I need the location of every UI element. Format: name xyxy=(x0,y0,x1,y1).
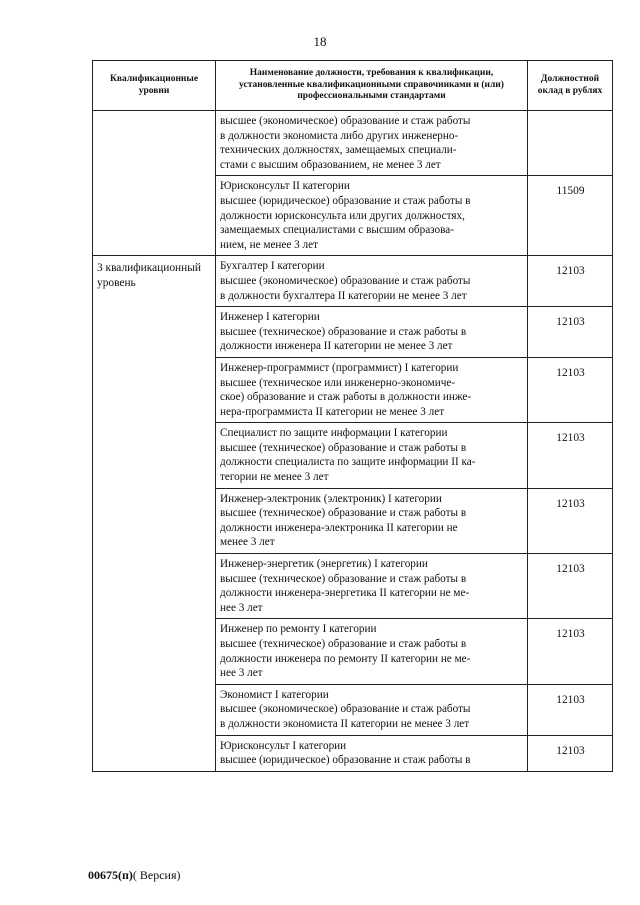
salary-cell: 12103 xyxy=(528,619,613,684)
table-body xyxy=(93,111,613,772)
position-description-cell xyxy=(216,176,528,256)
salary-cell: 12103 xyxy=(528,684,613,735)
requirement-line: технических должностях, замещаемых специали- xyxy=(220,144,457,157)
page-number: 18 xyxy=(313,34,327,49)
requirement-line: замещаемых специалистами с высшим образова- xyxy=(220,224,454,237)
requirement-line: высшее (экономическое) образование и стаж работы xyxy=(220,115,471,127)
position-description-cell xyxy=(216,684,528,735)
requirement-line: высшее (техническое или инженерно-экономиче- xyxy=(220,376,456,389)
salary-cell xyxy=(528,111,613,176)
requirement-line: должности специалиста по защите информации II ка- xyxy=(220,456,476,469)
requirement-line: нее 3 лет xyxy=(220,667,263,680)
document-version: ( Версия) xyxy=(132,868,181,882)
position-description-cell xyxy=(216,488,528,553)
position-description-cell xyxy=(216,307,528,358)
requirement-line: высшее (техническое) образование и стаж работы в xyxy=(220,507,467,520)
position-title: Специалист по защите информации I категории xyxy=(220,427,448,440)
document-code: 00675(п) xyxy=(88,868,133,882)
requirement-line: в должности экономиста либо других инженерно- xyxy=(220,129,459,142)
salary-cell: 12103 xyxy=(528,357,613,422)
salary-cell: 11509 xyxy=(528,176,613,256)
requirement-line: нера-программиста II категории не менее 3 лет xyxy=(220,405,445,418)
salary-cell: 12103 xyxy=(528,488,613,553)
requirement-line: должности юрисконсульта или других должностях, xyxy=(220,209,465,222)
requirement-line: высшее (техническое) образование и стаж работы в xyxy=(220,572,467,585)
position-description-cell xyxy=(216,735,528,771)
salary-cell: 12103 xyxy=(528,307,613,358)
table-row xyxy=(93,256,613,307)
position-description-cell xyxy=(216,554,528,619)
requirement-line: высшее (юридическое) образование и стаж работы в xyxy=(220,194,471,207)
header-qualification-levels: Квалификационные уровни xyxy=(93,61,216,111)
requirement-line: должности инженера-электроника II категории не xyxy=(220,521,458,534)
header-salary: Должностной оклад в рублях xyxy=(528,61,613,111)
position-title: Инженер-программист (программист) I категории xyxy=(220,361,459,374)
requirement-line: должности инженера по ремонту II категории не ме- xyxy=(220,652,471,665)
position-description-cell xyxy=(216,111,528,176)
position-title: Юрисконсульт II категории xyxy=(220,180,350,193)
salary-cell: 12103 xyxy=(528,256,613,307)
table-row xyxy=(93,111,613,176)
requirement-line: ское) образование и стаж работы в должности инже- xyxy=(220,391,472,404)
salary-cell: 12103 xyxy=(528,423,613,488)
position-title: Инженер-энергетик (энергетик) I категории xyxy=(220,558,428,571)
requirement-line: тегории не менее 3 лет xyxy=(220,471,329,484)
position-title: Экономист I категории xyxy=(220,688,329,701)
qualification-level-cell xyxy=(93,111,216,256)
requirement-line: в должности экономиста II категории не менее 3 лет xyxy=(220,717,470,730)
requirement-line: в должности бухгалтера II категории не менее 3 лет xyxy=(220,289,467,302)
requirement-line: высшее (юридическое) образование и стаж работы в xyxy=(220,754,471,767)
requirement-line: должности инженера-энергетика II категории не ме- xyxy=(220,587,470,600)
position-title: Юрисконсульт I категории xyxy=(220,739,347,752)
requirement-line: стами с высшим образованием, не менее 3 лет xyxy=(220,158,441,171)
position-title: Бухгалтер I категории xyxy=(220,260,325,273)
position-description-cell xyxy=(216,256,528,307)
header-position-requirements: Наименование должности, требования к квалификации, установленные квалификационными справочниками и (или) профессиональными стандартами xyxy=(216,61,528,111)
qualification-table xyxy=(92,60,613,772)
table-header-row xyxy=(93,61,613,111)
requirement-line: высшее (техническое) образование и стаж работы в xyxy=(220,325,467,338)
requirement-line: должности инженера II категории не менее 3 лет xyxy=(220,340,453,353)
salary-cell: 12103 xyxy=(528,554,613,619)
salary-cell: 12103 xyxy=(528,735,613,771)
position-description-cell xyxy=(216,357,528,422)
position-title: Инженер по ремонту I категории xyxy=(220,623,377,636)
document-footer xyxy=(88,868,181,883)
requirement-line: высшее (экономическое) образование и стаж работы xyxy=(220,703,471,716)
requirement-line: высшее (экономическое) образование и стаж работы xyxy=(220,274,471,287)
position-description-cell xyxy=(216,423,528,488)
requirement-line: высшее (техническое) образование и стаж работы в xyxy=(220,441,467,454)
requirement-line: высшее (техническое) образование и стаж работы в xyxy=(220,638,467,650)
requirement-line: нее 3 лет xyxy=(220,601,263,614)
position-description-cell xyxy=(216,619,528,684)
requirement-line: нием, не менее 3 лет xyxy=(220,238,318,251)
qualification-level-cell: 3 квалификационный уровень xyxy=(93,256,216,771)
position-title: Инженер-электроник (электроник) I категории xyxy=(220,492,442,505)
position-title: Инженер I категории xyxy=(220,311,320,324)
requirement-line: менее 3 лет xyxy=(220,536,275,549)
